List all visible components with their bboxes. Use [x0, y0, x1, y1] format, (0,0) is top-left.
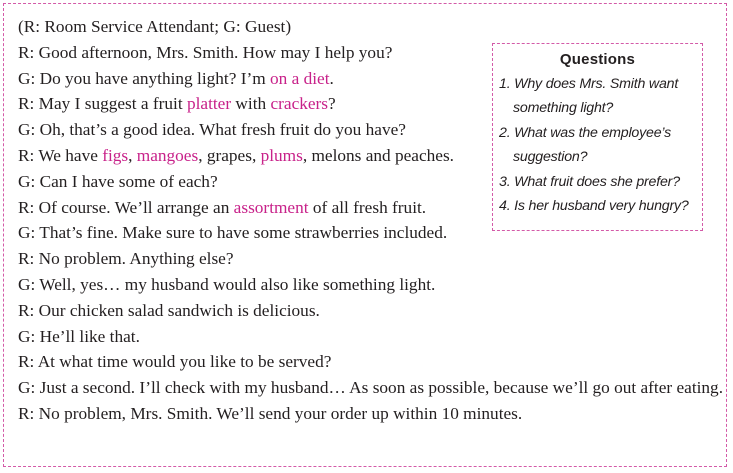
dialogue-text-segment: R: Good afternoon, Mrs. Smith. How may I help you?: [18, 42, 393, 62]
question-text-continued: suggestion?: [513, 149, 588, 166]
dialogue-text-segment: G: That’s fine. Make sure to have some strawberries included.: [18, 223, 448, 243]
vocab-highlight: mangoes: [136, 145, 199, 165]
dialogue-text-segment: R: Our chicken salad sandwich is delicious.: [18, 300, 320, 320]
dialogue-text-segment: with: [231, 94, 271, 114]
vocab-highlight: on a diet: [269, 68, 330, 88]
dialogue-line: [18, 324, 723, 350]
dialogue-text-segment: G: Just a second. I’ll check with my husband… As soon as possible, because we’ll go out after eating.: [18, 378, 724, 398]
question-text: 4. Is her husband very hungry?: [499, 198, 689, 215]
dialogue-text-segment: R: Of course. We’ll arrange an: [18, 197, 234, 217]
questions-title: Questions: [559, 51, 636, 68]
dialogue-text-segment: ,: [128, 145, 137, 165]
dialogue-text-segment: .: [329, 68, 334, 88]
dialogue-line: [18, 272, 723, 298]
dialogue-text-segment: G: Can I have some of each?: [18, 171, 218, 191]
dialogue-line: [18, 246, 723, 272]
questions-box: [492, 43, 703, 231]
dialogue-text-segment: G: Well, yes… my husband would also like something light.: [18, 274, 436, 294]
question-item: [499, 194, 711, 218]
dialogue-text-segment: , melons and peaches.: [302, 145, 455, 165]
dialogue-text-segment: G: Do you have anything light? I’m: [18, 68, 270, 88]
dialogue-text-segment: ?: [328, 94, 336, 114]
dialogue-line: [18, 375, 733, 401]
dialogue-text-segment: R: At what time would you like to be served?: [18, 352, 332, 372]
dialogue-line: [18, 401, 723, 427]
dialogue-line: [18, 298, 723, 324]
dialogue-text-segment: R: No problem, Mrs. Smith. We’ll send your order up within 10 minutes.: [18, 403, 523, 423]
dialogue-line: [18, 349, 723, 375]
question-item: [499, 170, 711, 194]
question-text: 1. Why does Mrs. Smith want: [499, 76, 679, 92]
questions-list: [499, 72, 702, 218]
dialogue-text-segment: G: Oh, that’s a good idea. What fresh fruit do you have?: [18, 120, 406, 140]
vocab-highlight: platter: [186, 94, 232, 114]
vocab-highlight: figs: [102, 145, 129, 165]
question-item: [499, 121, 711, 170]
dialogue-text-segment: R: We have: [18, 145, 103, 165]
question-text: 2. What was the employee’s: [499, 124, 671, 141]
question-text: 3. What fruit does she prefer?: [499, 173, 680, 190]
dialogue-text-segment: G: He’ll like that.: [18, 326, 140, 346]
question-text-continued: something light?: [513, 100, 614, 117]
dialogue-text-segment: , grapes,: [198, 145, 261, 165]
question-item: [499, 72, 711, 121]
dialogue-text-segment: R: May I suggest a fruit: [18, 94, 187, 114]
vocab-highlight: assortment: [233, 197, 309, 217]
vocab-highlight: plums: [260, 145, 303, 165]
dialogue-text-segment: of all fresh fruit.: [308, 197, 427, 217]
vocab-highlight: crackers: [270, 94, 329, 114]
dialogue-text-segment: R: No problem. Anything else?: [18, 249, 234, 269]
legend-line: (R: Room Service Attendant; G: Guest): [18, 17, 292, 36]
